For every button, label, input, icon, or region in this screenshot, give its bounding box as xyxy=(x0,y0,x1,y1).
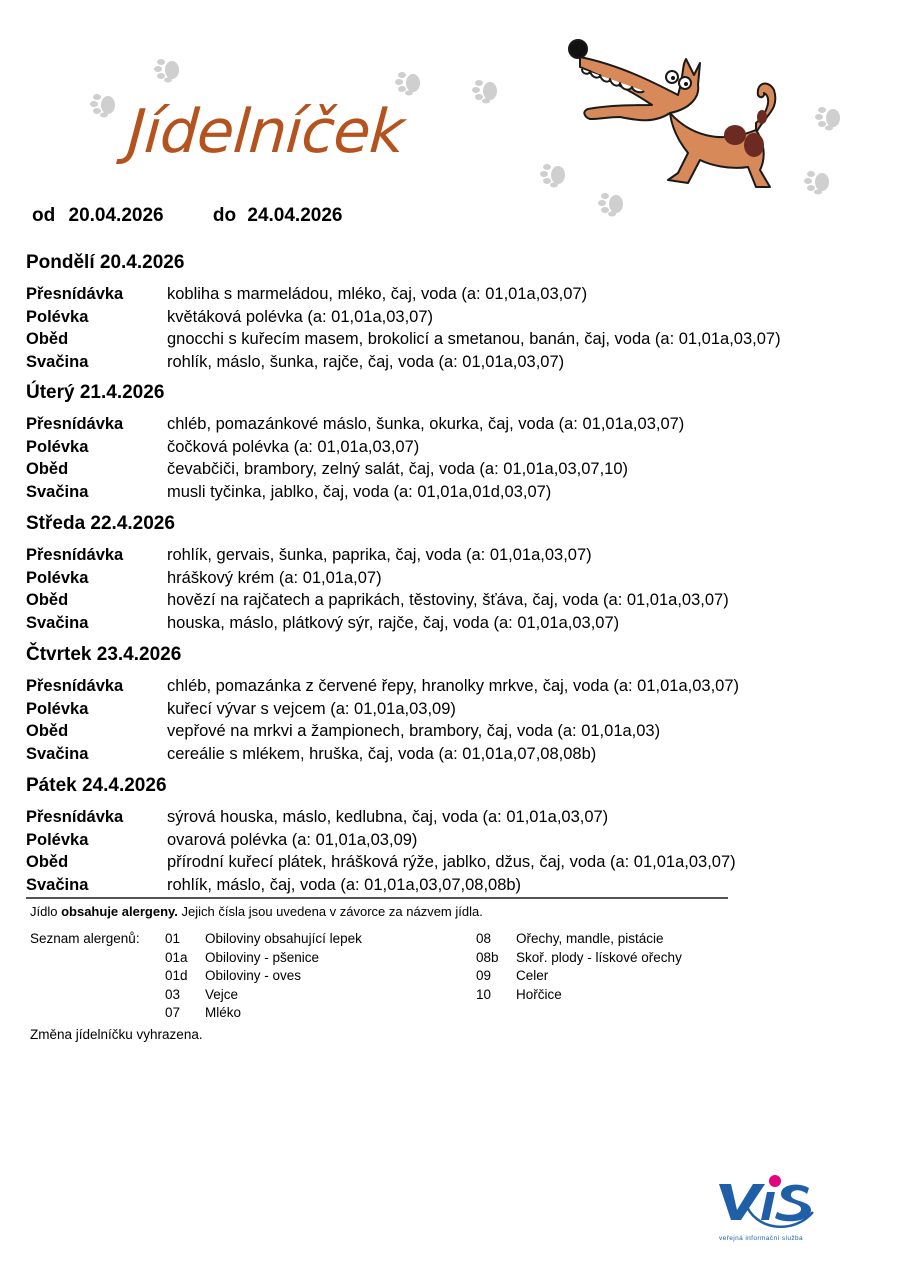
meal-text: sýrová houska, máslo, kedlubna, čaj, voda (a: 01,01a,03,07) xyxy=(167,808,609,826)
meal-row xyxy=(26,458,866,481)
day-section xyxy=(26,382,866,503)
meal-text: chléb, pomazánka z červené řepy, hranolky mrkve, čaj, voda (a: 01,01a,03,07) xyxy=(167,677,739,695)
meal-label: Svačina xyxy=(26,744,89,763)
meal-label: Svačina xyxy=(26,613,89,632)
allergen-code: 07 xyxy=(165,1005,181,1021)
meal-label: Svačina xyxy=(26,352,89,371)
paw-print-icon xyxy=(393,70,423,96)
meal-row xyxy=(26,567,866,590)
meal-label: Polévka xyxy=(26,699,89,718)
meal-row xyxy=(26,851,866,874)
meal-label: Oběd xyxy=(26,460,69,478)
allergen-name: Mléko xyxy=(205,1005,242,1021)
allergen-code: 01d xyxy=(165,968,188,984)
meal-label: Oběd xyxy=(26,722,69,740)
paw-print-icon xyxy=(88,92,118,118)
meal-text: rohlík, máslo, šunka, rajče, čaj, voda (a: 01,01a,03,07) xyxy=(167,352,565,371)
note-bold: obsahuje alergeny. xyxy=(61,904,178,919)
meal-row xyxy=(26,413,866,436)
logo-tagline: veřejná informační služba xyxy=(719,1235,804,1242)
from-date: 20.04.2026 xyxy=(68,205,164,226)
day-title: Čtvrtek 23.4.2026 xyxy=(26,644,182,665)
meal-label: Přesnídávka xyxy=(26,415,124,433)
meal-text: rohlík, gervais, šunka, paprika, čaj, voda (a: 01,01a,03,07) xyxy=(167,546,592,564)
meal-row xyxy=(26,698,866,721)
meal-label: Přesnídávka xyxy=(26,677,124,695)
meal-label: Polévka xyxy=(26,437,89,456)
meal-label: Polévka xyxy=(26,568,89,587)
meal-row xyxy=(26,589,866,612)
allergen-code: 08b xyxy=(476,949,499,965)
date-range xyxy=(32,205,342,227)
meal-text: musli tyčinka, jablko, čaj, voda (a: 01,01a,01d,03,07) xyxy=(167,482,552,501)
allergen-code: 09 xyxy=(476,968,492,984)
meal-text: čočková polévka (a: 01,01a,03,07) xyxy=(167,437,420,456)
meal-row xyxy=(26,612,866,635)
day-section xyxy=(26,252,866,373)
meal-text: houska, máslo, plátkový sýr, rajče, čaj, voda (a: 01,01a,03,07) xyxy=(167,613,620,632)
meal-text: hráškový krém (a: 01,01a,07) xyxy=(167,568,382,587)
from-label: od xyxy=(32,205,56,226)
note-suffix: Jejich čísla jsou uvedena v závorce za názvem jídla. xyxy=(181,904,483,919)
allergen-name: Vejce xyxy=(205,986,239,1002)
meal-text: kobliha s marmeládou, mléko, čaj, voda (a: 01,01a,03,07) xyxy=(167,285,588,303)
page-title: Jídelníček xyxy=(125,97,406,167)
day-section xyxy=(26,644,866,765)
meal-row xyxy=(26,806,866,829)
meal-text: hovězí na rajčatech a paprikách, těstoviny, šťáva, čaj, voda (a: 01,01a,03,07) xyxy=(167,591,729,609)
meal-label: Svačina xyxy=(26,875,89,894)
allergen-note xyxy=(30,904,483,919)
allergen-name: Celer xyxy=(516,968,549,984)
day-title: Pátek 24.4.2026 xyxy=(26,775,167,796)
allergen-code: 01 xyxy=(165,931,181,946)
paw-print-icon xyxy=(813,105,843,131)
disclaimer: Změna jídelníčku vyhrazena. xyxy=(30,1027,203,1042)
allergen-code: 08 xyxy=(476,931,492,946)
meal-text: ovarová polévka (a: 01,01a,03,09) xyxy=(167,830,418,849)
meal-row xyxy=(26,829,866,852)
meal-text: čevabčiči, brambory, zelný salát, čaj, voda (a: 01,01a,03,07,10) xyxy=(167,460,629,478)
day-title: Úterý 21.4.2026 xyxy=(26,382,165,403)
allergen-code: 01a xyxy=(165,949,188,965)
day-title: Pondělí 20.4.2026 xyxy=(26,252,185,273)
allergen-name: Ořechy, mandle, pistácie xyxy=(516,931,664,946)
to-date: 24.04.2026 xyxy=(247,205,343,226)
allergen-name: Skoř. plody - lískové ořechy xyxy=(516,949,682,965)
meal-text: přírodní kuřecí plátek, hrášková rýže, jablko, džus, čaj, voda (a: 01,01a,03,07) xyxy=(167,853,736,871)
meal-row xyxy=(26,675,866,698)
dog-illustration xyxy=(560,35,795,195)
paw-print-icon xyxy=(152,57,182,83)
allergen-name: Obiloviny - pšenice xyxy=(205,949,320,965)
meal-row xyxy=(26,283,866,306)
paw-print-icon xyxy=(470,78,500,104)
divider xyxy=(26,897,728,899)
allergen-name: Obiloviny obsahující lepek xyxy=(205,931,362,946)
meal-row xyxy=(26,306,866,329)
meal-label: Polévka xyxy=(26,830,89,849)
vis-logo xyxy=(715,1172,825,1244)
meal-label: Polévka xyxy=(26,307,89,326)
day-section xyxy=(26,513,866,634)
allergen-name: Hořčice xyxy=(516,986,562,1002)
meal-row xyxy=(26,544,866,567)
meal-row xyxy=(26,436,866,459)
meal-text: chléb, pomazánkové máslo, šunka, okurka, čaj, voda (a: 01,01a,03,07) xyxy=(167,415,685,433)
meal-label: Přesnídávka xyxy=(26,285,124,303)
meal-text: gnocchi s kuřecím masem, brokolicí a smetanou, banán, čaj, voda (a: 01,01a,03,07) xyxy=(167,330,781,348)
day-section xyxy=(26,775,866,896)
meal-text: kuřecí vývar s vejcem (a: 01,01a,03,09) xyxy=(167,699,456,718)
meal-label: Přesnídávka xyxy=(26,546,124,564)
allergen-legend-label: Seznam alergenů: xyxy=(30,931,140,946)
meal-row xyxy=(26,351,866,374)
allergen-code: 03 xyxy=(165,986,181,1002)
meal-row xyxy=(26,874,866,897)
meal-row xyxy=(26,743,866,766)
meal-text: cereálie s mlékem, hruška, čaj, voda (a: 01,01a,07,08,08b) xyxy=(167,744,597,763)
meal-row xyxy=(26,328,866,351)
meal-label: Oběd xyxy=(26,853,69,871)
day-title: Středa 22.4.2026 xyxy=(26,513,175,534)
meal-label: Oběd xyxy=(26,330,69,348)
note-prefix: Jídlo xyxy=(30,904,58,919)
allergen-name: Obiloviny - oves xyxy=(205,968,302,984)
meal-label: Přesnídávka xyxy=(26,808,124,826)
meal-row xyxy=(26,481,866,504)
meal-text: vepřové na mrkvi a žampionech, brambory, čaj, voda (a: 01,01a,03) xyxy=(167,722,661,740)
meal-label: Oběd xyxy=(26,591,69,609)
meal-row xyxy=(26,720,866,743)
paw-print-icon xyxy=(802,169,832,195)
to-label: do xyxy=(212,205,237,226)
allergen-code: 10 xyxy=(476,986,492,1002)
meal-text: rohlík, máslo, čaj, voda (a: 01,01a,03,07,08,08b) xyxy=(167,875,522,894)
meal-label: Svačina xyxy=(26,482,89,501)
meal-text: květáková polévka (a: 01,01a,03,07) xyxy=(167,307,434,326)
